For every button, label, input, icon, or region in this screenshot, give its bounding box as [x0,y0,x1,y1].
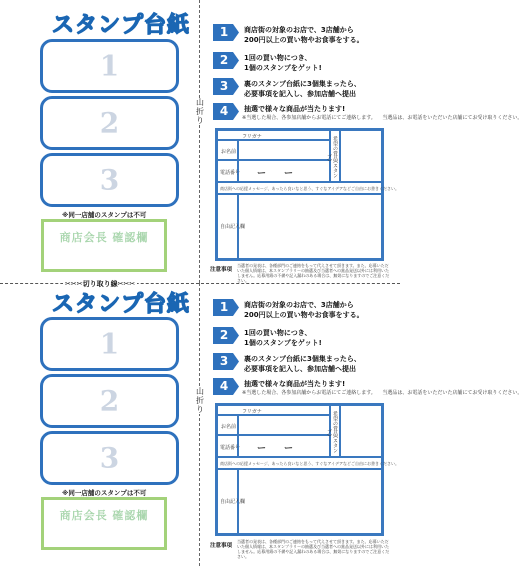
step-badge: 4 [213,103,239,120]
caution-text: 当選者の発表は、各種部門のご連絡をもって代えさせて頂きます。また、応募いただいた個人情報は、本スタンプラリーの抽選及び当選者への賞品発送以外には利用いたしません。応募用紙の不備や記入漏れのある場合は、無効になりますのでご注意ください。 [237,263,390,283]
caution-heading: 注意事項 [210,267,233,273]
shop-label: 希望の賞品(スタンプ) [326,136,338,178]
confirm-label: 商店会長 確認欄 [59,231,149,244]
phone-dash: ー ー [257,444,294,454]
free-label: 自由記入欄 [220,224,246,230]
phone-label: 電話番号 [220,445,241,451]
name-label: お名前 [221,149,237,155]
stamp-slot-1 [40,39,179,93]
name-label: お名前 [221,424,237,430]
step-badge: 1 [213,24,239,41]
name-field[interactable] [238,140,330,160]
stamp-number: 3 [99,441,120,475]
fold-label: 山 折 り [193,387,207,414]
step-text: 抽選で様々な商品が当たります! [244,105,346,113]
step-text: 商店街の対象のお店で、3店舗から 200円以上の買い物やお食事をする。 [244,301,364,319]
furigana-cell [217,130,330,140]
confirm-box [41,497,167,550]
step-text: 1回の買い物につき、 1個のスタンプをゲット! [244,54,322,72]
step-text: 裏のスタンプ台紙に3個集まったら、 必要事項を記入し、参加店舗へ提出 [244,80,361,98]
step-badge: 2 [213,327,239,344]
card-title: スタンプ台紙 [52,13,191,38]
free-label-cell [217,469,246,534]
free-note: 商店街への応援メッセージ、あったら良いなと思う、すぐなアイデアなどご自由にお書きください。 [220,461,400,466]
free-label-cell [217,194,246,259]
stamp-number: 1 [99,327,120,361]
phone-field[interactable] [238,160,330,182]
stamp-number: 1 [99,49,120,83]
fold-line [199,0,200,283]
step-text: 商店街の対象のお店で、3店舗から 200円以上の買い物やお食事をする。 [244,26,364,44]
stamp-slot-1 [40,317,179,371]
entry-form [215,403,400,536]
step-text: 抽選で様々な商品が当たります! [244,380,346,388]
shop-label-cell [326,405,340,457]
confirm-label: 商店会長 確認欄 [59,509,149,522]
step-badge: 4 [213,378,239,395]
name-label-cell [217,415,238,435]
furigana-label: フリガナ [242,134,262,140]
free-field[interactable] [238,469,382,534]
step-badge: 3 [213,78,239,95]
phone-label: 電話番号 [220,170,241,176]
step-note: ※当選した場合、各参加店舗からお電話にてご連絡します。 当選品は、お電話をいただいた店舗にてお受け取りください。 [242,390,522,396]
stamp-slot-3 [40,431,179,485]
free-note-cell [217,457,400,469]
stamp-number: 2 [99,384,120,418]
stamp-note: ※同一店舗のスタンプは不可 [62,489,147,497]
furigana-cell [217,405,330,415]
step-note: ※当選した場合、各参加店舗からお電話にてご連絡します。 当選品は、お電話をいただいた店舗にてお受け取りください。 [242,115,522,121]
phone-label-cell [217,435,241,457]
fold-label: 山 折 り [193,98,207,125]
phone-dash: ー ー [257,169,294,179]
entry-form [215,128,400,261]
furigana-label: フリガナ [242,409,262,415]
stamp-slot-2 [40,96,179,150]
name-field[interactable] [238,415,330,435]
stamp-slot-2 [40,374,179,428]
stamp-slot-3 [40,153,179,207]
fold-line [199,283,200,566]
stamp-form-bottom [0,283,522,566]
name-label-cell [217,140,238,160]
caution-text: 当選者の発表は、各種部門のご連絡をもって代えさせて頂きます。また、応募いただいた個人情報は、本スタンプラリーの抽選及び当選者への賞品発送以外には利用いたしません。応募用紙の不備や記入漏れのある場合は、無効になりますのでご注意ください。 [237,539,390,559]
free-label: 自由記入欄 [220,499,246,505]
free-field[interactable] [238,194,382,259]
step-text: 裏のスタンプ台紙に3個集まったら、 必要事項を記入し、参加店舗へ提出 [244,355,361,373]
card-title: スタンプ台紙 [52,292,191,317]
free-note: 商店街への応援メッセージ、あったら良いなと思う、すぐなアイデアなどご自由にお書きください。 [220,186,400,191]
stamp-number: 3 [99,163,120,197]
stamp-number: 2 [99,106,120,140]
step-badge: 1 [213,299,239,316]
stamp-note: ※同一店舗のスタンプは不可 [62,211,147,219]
phone-label-cell [217,160,241,182]
shop-field[interactable] [340,405,382,457]
phone-field[interactable] [238,435,330,457]
shop-label-cell [326,130,340,182]
confirm-box [41,219,167,272]
cut-label: ✂✂✂切り取り線✂✂✂ [65,280,136,288]
shop-label: 希望の賞品(スタンプ) [326,411,338,453]
step-badge: 2 [213,52,239,69]
free-note-cell [217,182,400,194]
step-text: 1回の買い物につき、 1個のスタンプをゲット! [244,329,322,347]
caution-heading: 注意事項 [210,543,233,549]
shop-field[interactable] [340,130,382,182]
step-badge: 3 [213,353,239,370]
